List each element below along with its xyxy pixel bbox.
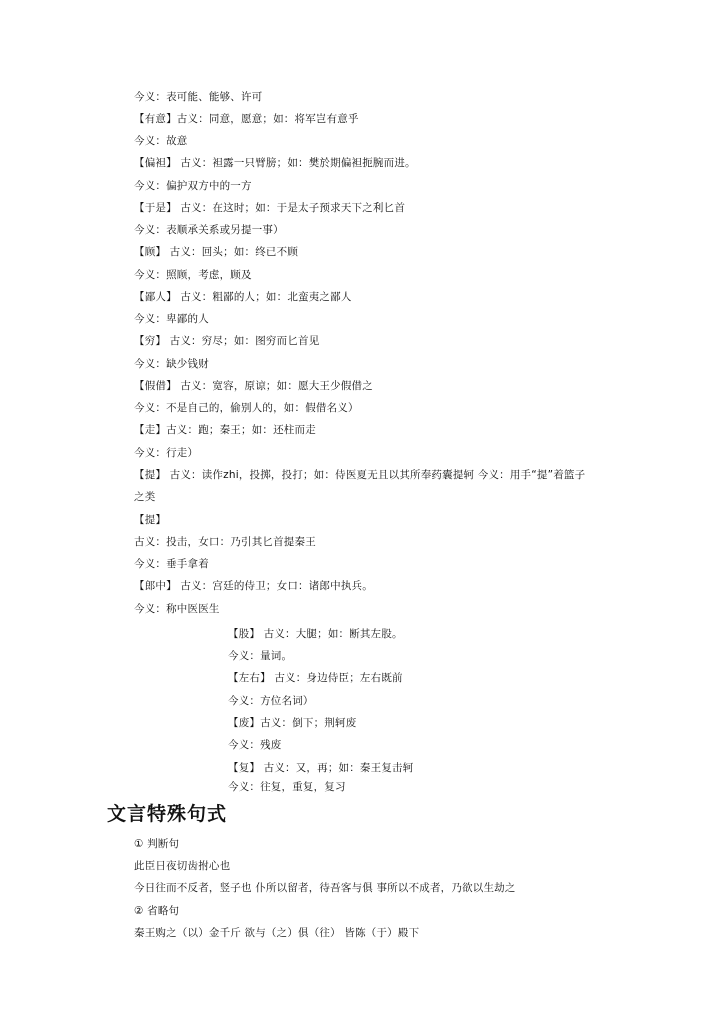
text-line: 此臣日夜切齿拊心也 xyxy=(134,860,231,872)
text-line: 【假借】 古义：宽容，原谅；如：愿大王少假借之 xyxy=(134,380,373,392)
text-line: 今义：方位名词） xyxy=(228,695,314,707)
text-line: 【鄙人】 古义：粗鄙的人；如：北蛮夷之鄙人 xyxy=(134,291,352,303)
text-line: 今义：往复，重复，复习 xyxy=(228,781,346,793)
text-line: 【有意】古义：同意，愿意；如：将军岂有意乎 xyxy=(134,113,359,125)
text-line: 今义：偏护双方中的一方 xyxy=(134,180,252,192)
text-line: 【股】 古义：大腿；如：断其左股。 xyxy=(228,628,403,640)
text-line: 之类 xyxy=(134,491,156,503)
text-line: 今义：不是自己的，偷别人的，如：假借名义） xyxy=(134,402,359,414)
text-line: 今义：行走） xyxy=(134,447,199,459)
text-line: 今义：卑鄙的人 xyxy=(134,313,209,325)
text-line: ② 省略句 xyxy=(134,905,180,917)
text-line: 秦王购之（以）金千斤 欲与（之）俱（往） 皆陈（于）殿下 xyxy=(134,927,420,939)
text-line: 【顾】 古义：回头；如：终已不顾 xyxy=(134,246,299,258)
text-line: 今义：表顺承关系或另提一事） xyxy=(134,224,284,236)
text-line: 【偏袒】 古义：袒露一只臂膀；如：樊於期偏袒扼腕而进。 xyxy=(134,157,416,169)
text-line: 今义：量词。 xyxy=(228,650,293,662)
section-heading: 文言特殊句式 xyxy=(107,803,228,825)
text-line: 今日往而不反者，竖子也 仆所以留者，待吾客与俱 事所以不成者，乃欲以生劫之 xyxy=(134,882,516,894)
text-line: 【穷】 古义：穷尽；如：图穷而匕首见 xyxy=(134,335,320,347)
text-line: 【郎中】 古义：宫廷的侍卫；女口：诸郎中执兵。 xyxy=(134,580,373,592)
text-line: 今义：表可能、能够、许可 xyxy=(134,91,263,103)
text-line: 今义：残废 xyxy=(228,739,282,751)
text-line: 今义：照顾，考虑，顾及 xyxy=(134,269,252,281)
text-line: 【废】古义：倒下；荆轲废 xyxy=(228,717,357,729)
text-line: 今义：垂手拿着 xyxy=(134,558,209,570)
text-line: 【复】 古义：又，再；如：秦王复击轲 xyxy=(228,762,414,774)
text-line: 【提】 古义：读作zhi，投掷，投打；如：侍医夏无且以其所奉药囊提轲 今义：用手“提”着篮子 xyxy=(134,469,586,481)
text-line: 今义：称中医医生 xyxy=(134,603,220,615)
text-line: 【走】古义：跑；秦王；如：还柱而走 xyxy=(134,424,316,436)
text-line: 【于是】 古义：在这时；如：于是太子预求天下之利匕首 xyxy=(134,202,406,214)
text-line: 今义：故意 xyxy=(134,135,188,147)
text-line: 【左右】 古义：身边侍臣；左右既前 xyxy=(228,672,403,684)
text-line: 今义：缺少钱财 xyxy=(134,358,209,370)
text-line: 【提】 xyxy=(134,514,167,526)
text-line: ① 判断句 xyxy=(134,838,180,850)
text-line: 古义：投击，女口：乃引其匕首提秦王 xyxy=(134,536,316,548)
